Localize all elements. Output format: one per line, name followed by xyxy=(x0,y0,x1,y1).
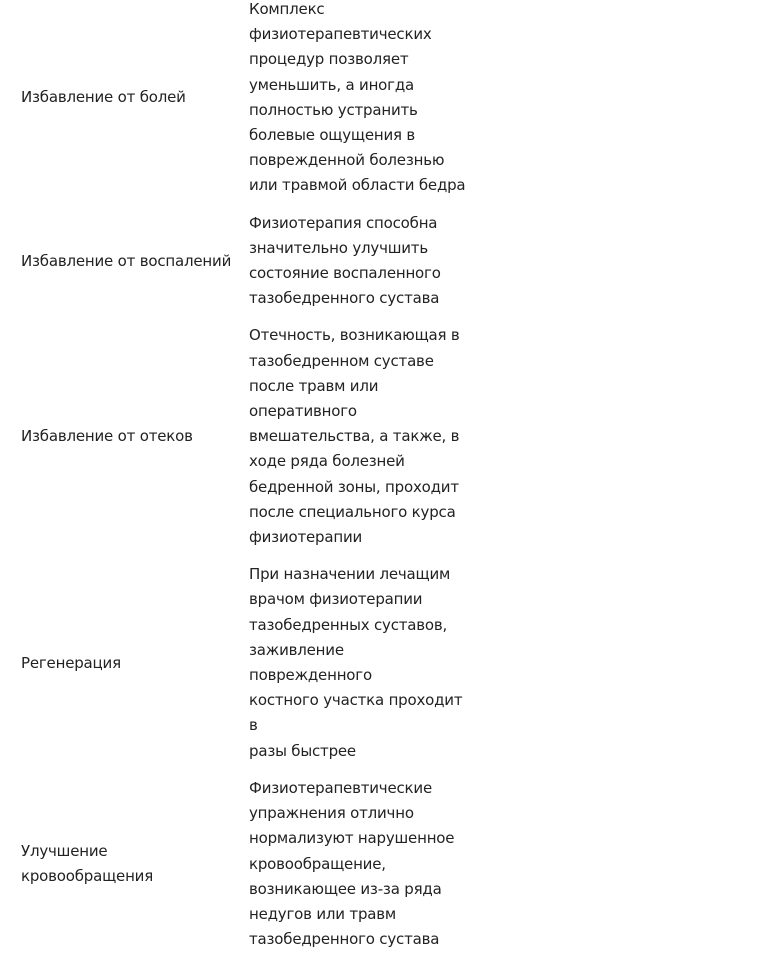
benefit-description: Физиотерапевтические упражнения отлично нормализуют нарушенное кровообращение, возникающее из-за ряда недугов или травм тазобедренного сустава xyxy=(249,778,455,949)
benefit-term: Регенерация xyxy=(21,653,121,672)
table-row xyxy=(21,323,481,562)
benefit-description: Комплекс физиотерапевтических процедур позволяет уменьшить, а иногда полностью устранить болевые ощущения в поврежденной болезнью или травмой области бедра xyxy=(249,0,466,195)
benefit-term: Избавление от болей xyxy=(21,88,186,107)
table-row xyxy=(21,211,481,324)
benefit-description: Отечность, возникающая в тазобедренном суставе после травм или оперативного вмешательства, а также, в ходе ряда болезней бедренной зоны, проходит после специального курса физиотерапии xyxy=(249,326,460,547)
benefit-term: Избавление от воспалений xyxy=(21,251,232,270)
benefit-term: Улучшение кровообращения xyxy=(21,842,154,886)
table-row xyxy=(21,0,481,211)
benefits-table xyxy=(21,0,481,964)
benefit-description: При назначении лечащим врачом физиотерапии тазобедренных суставов, заживление поврежденного костного участка проходит в разы быстрее xyxy=(249,565,463,760)
benefit-description: Физиотерапия способна значительно улучшить состояние воспаленного тазобедренного сустава xyxy=(249,213,441,308)
table-row xyxy=(21,776,481,964)
table-row xyxy=(21,562,481,776)
benefit-term: Избавление от отеков xyxy=(21,427,193,446)
